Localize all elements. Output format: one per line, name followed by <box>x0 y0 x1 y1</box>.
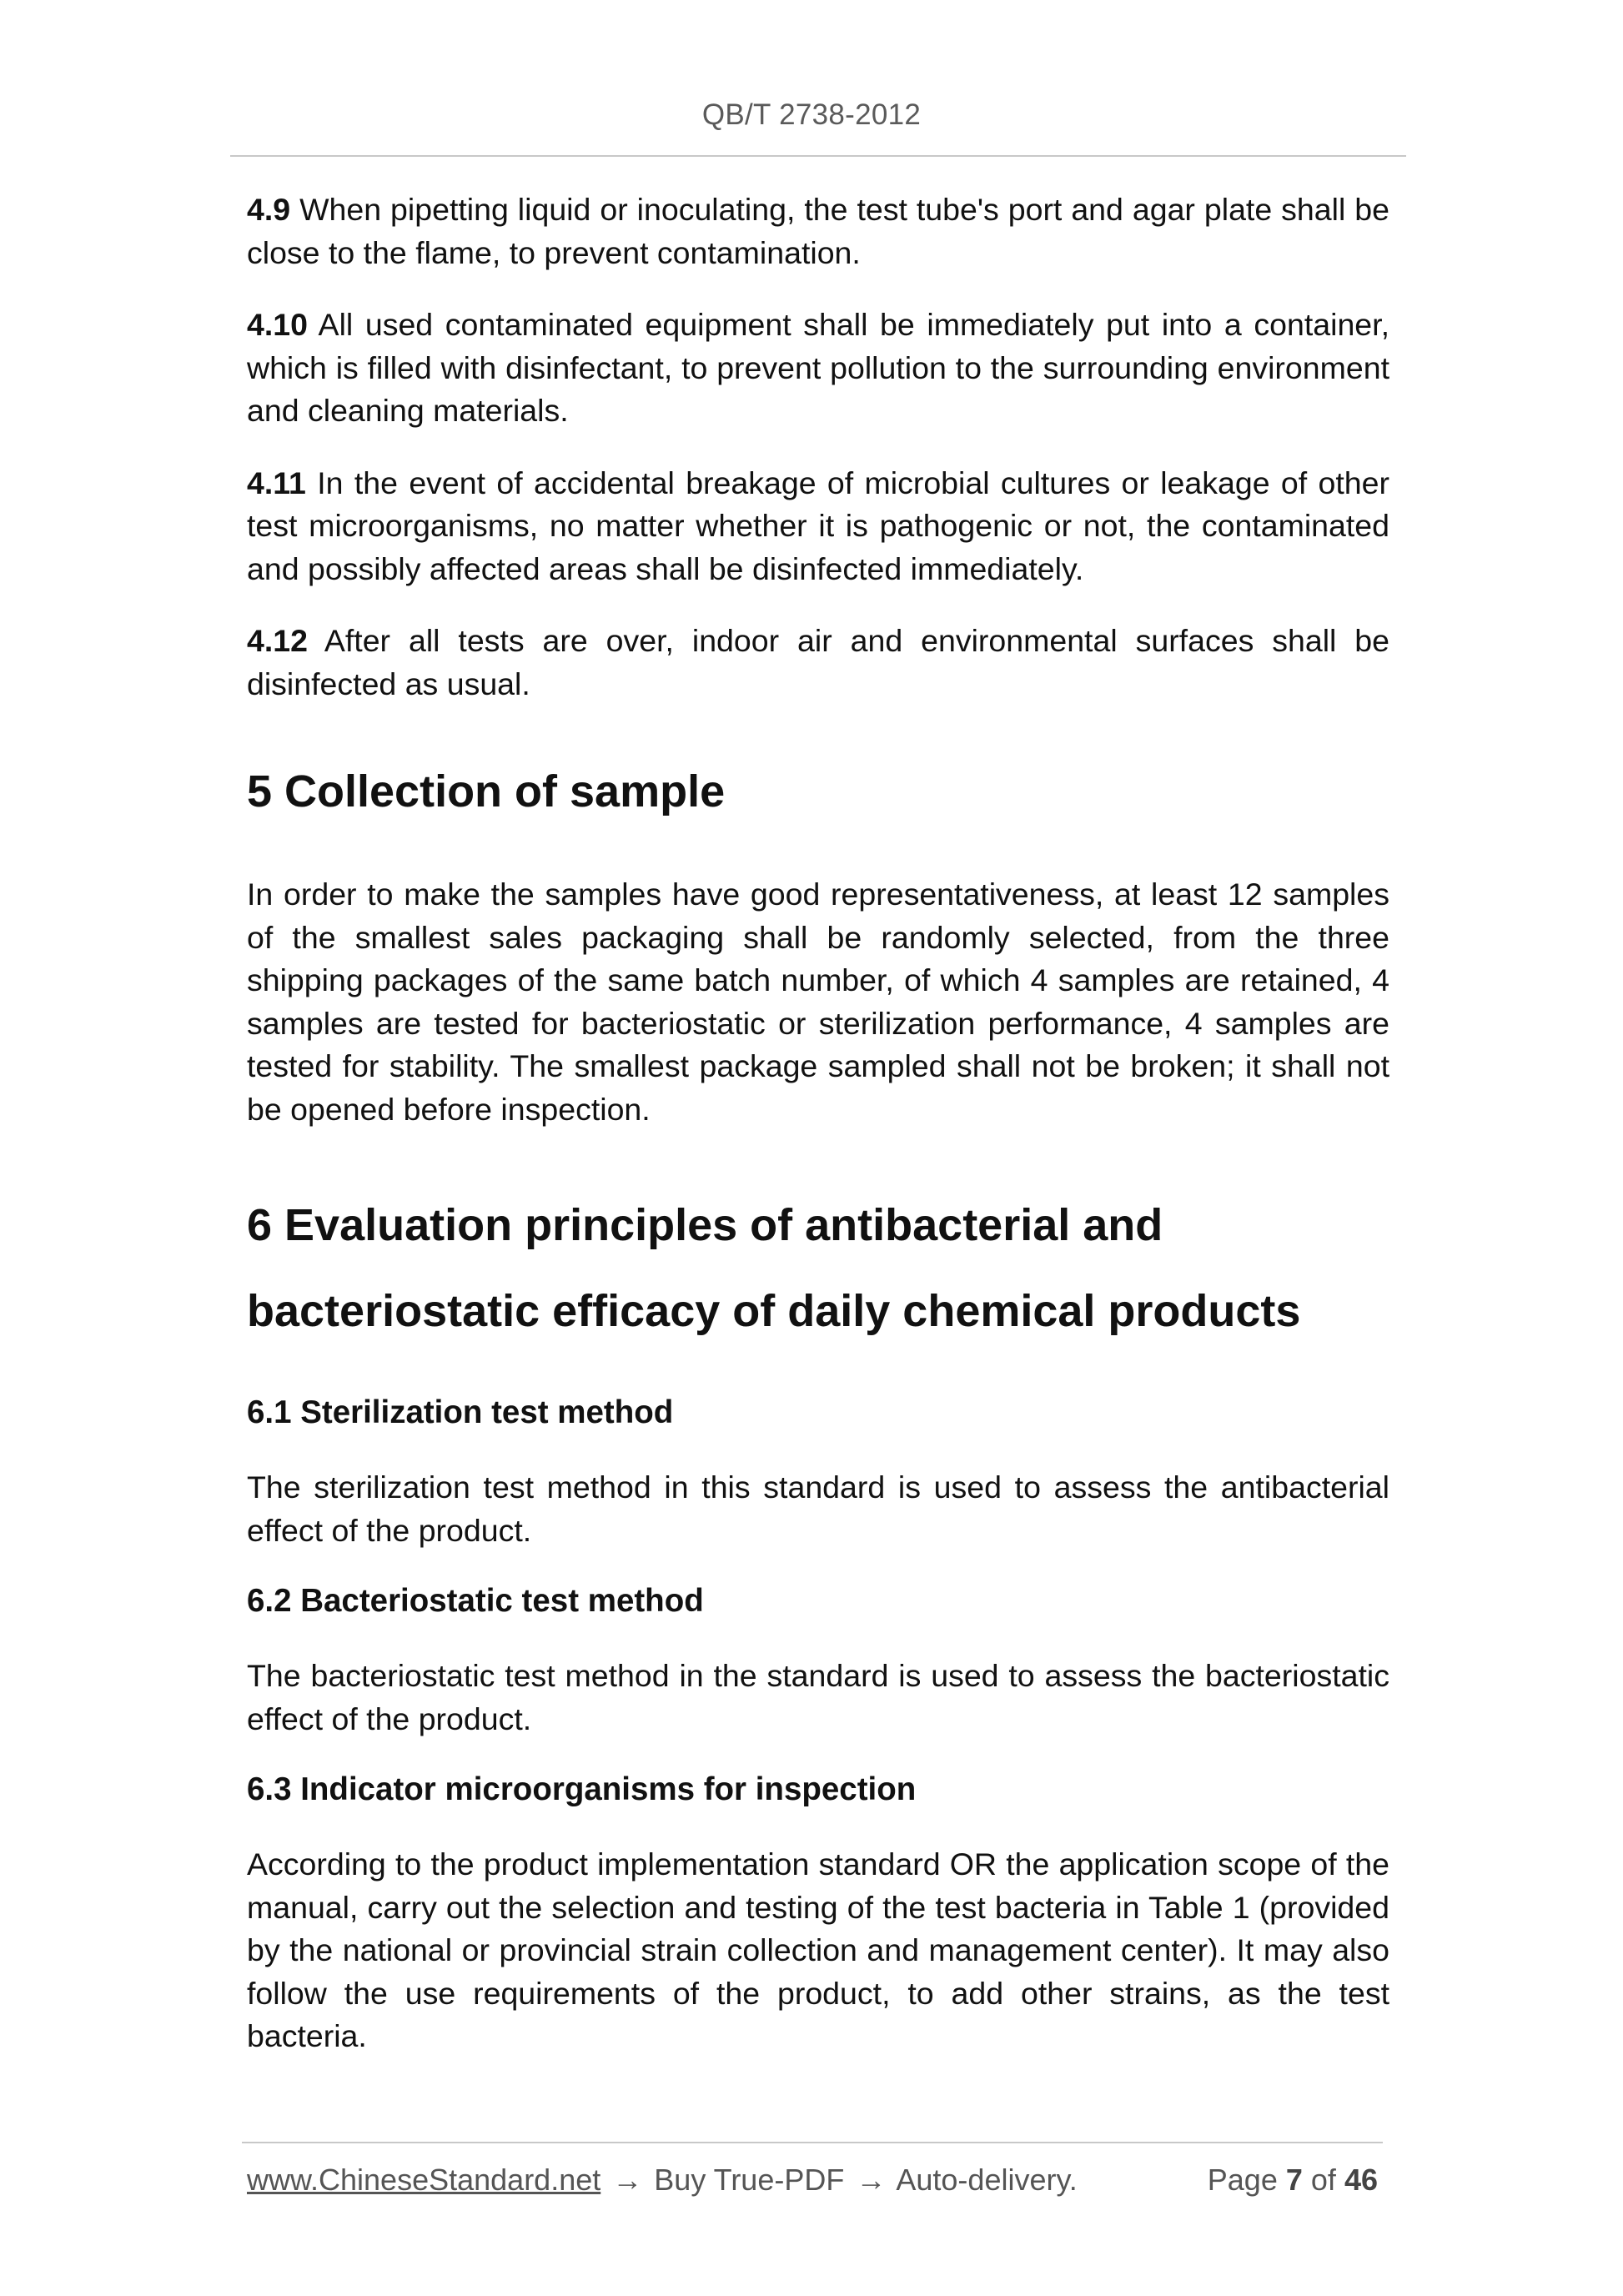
clause-4-10 <box>247 304 1389 433</box>
clause-4-9 <box>247 188 1389 274</box>
clause-text: In the event of accidental breakage of microbial cultures or leakage of other test microorganisms, no matter whether it is pathogenic or not, the contaminated and possibly affected areas shall be disinfected immediately. <box>247 465 1389 586</box>
clause-number: 4.10 <box>247 307 308 342</box>
page-body <box>247 188 1389 2088</box>
footer-divider <box>242 2142 1383 2143</box>
section-6-heading <box>247 1183 1389 1354</box>
section-6-heading-line-1: 6 Evaluation principles of antibacterial and <box>247 1200 1163 1250</box>
page-label: Page <box>1207 2163 1278 2197</box>
section-6-3-text: According to the product implementation standard OR the application scope of the manual, carry out the selection and testing of the test bacteria in Table 1 (provided by the national or provincial strain collection and management center). It may also follow the use requirements of the product, to add other strains, as the test bacteria. <box>247 1846 1389 2053</box>
page-footer <box>247 2162 1381 2198</box>
header-divider <box>230 155 1406 157</box>
clause-text: All used contaminated equipment shall be immediately put into a container, which is filled with disinfectant, to prevent pollution to the surrounding environment and cleaning materials. <box>247 307 1389 428</box>
website-link[interactable]: www.ChineseStandard.net <box>247 2163 601 2197</box>
current-page-number: 7 <box>1285 2163 1303 2197</box>
document-code-header: QB/T 2738-2012 <box>701 98 922 131</box>
section-5-text: In order to make the samples have good representativeness, at least 12 samples of the smallest sales packaging shall be randomly selected, from the three shipping packages of the same batch number, of which 4 samples are retained, 4 samples are tested for bacteriostatic or sterilization performance, 4 samples are tested for stability. The smallest package sampled shall not be broken; it shall not be opened before inspection. <box>247 877 1389 1127</box>
page-counter <box>1208 2162 1378 2198</box>
buy-pdf-text: Buy True-PDF <box>654 2163 845 2197</box>
clause-text: After all tests are over, indoor air and environmental surfaces shall be disinfected as usual. <box>247 623 1389 701</box>
section-6-heading-line-2: bacteriostatic efficacy of daily chemical products <box>247 1286 1301 1336</box>
auto-delivery-text: Auto-delivery. <box>896 2163 1078 2197</box>
section-6-1-text: The sterilization test method in this standard is used to assess the antibacterial effect of the product. <box>247 1470 1389 1548</box>
clause-number: 4.9 <box>247 192 291 227</box>
section-6-2-text: The bacteriostatic test method in the standard is used to assess the bacteriostatic effect of the product. <box>247 1658 1389 1736</box>
clause-text: When pipetting liquid or inoculating, the test tube's port and agar plate shall be close to the flame, to prevent contamination. <box>247 192 1389 270</box>
section-5-heading: 5 Collection of sample <box>247 766 726 816</box>
of-label: of <box>1310 2163 1336 2197</box>
arrow-right-icon: → <box>612 2163 643 2197</box>
clause-4-11 <box>247 462 1389 591</box>
section-6-2-heading: 6.2 Bacteriostatic test method <box>247 1583 704 1619</box>
section-6-1-heading: 6.1 Sterilization test method <box>247 1394 674 1430</box>
section-6-3-heading: 6.3 Indicator microorganisms for inspection <box>247 1771 917 1807</box>
arrow-right-icon: → <box>856 2163 887 2197</box>
clause-number: 4.12 <box>247 623 308 658</box>
total-pages-number: 46 <box>1344 2163 1378 2197</box>
clause-number: 4.11 <box>247 465 306 500</box>
clause-4-12 <box>247 620 1389 706</box>
